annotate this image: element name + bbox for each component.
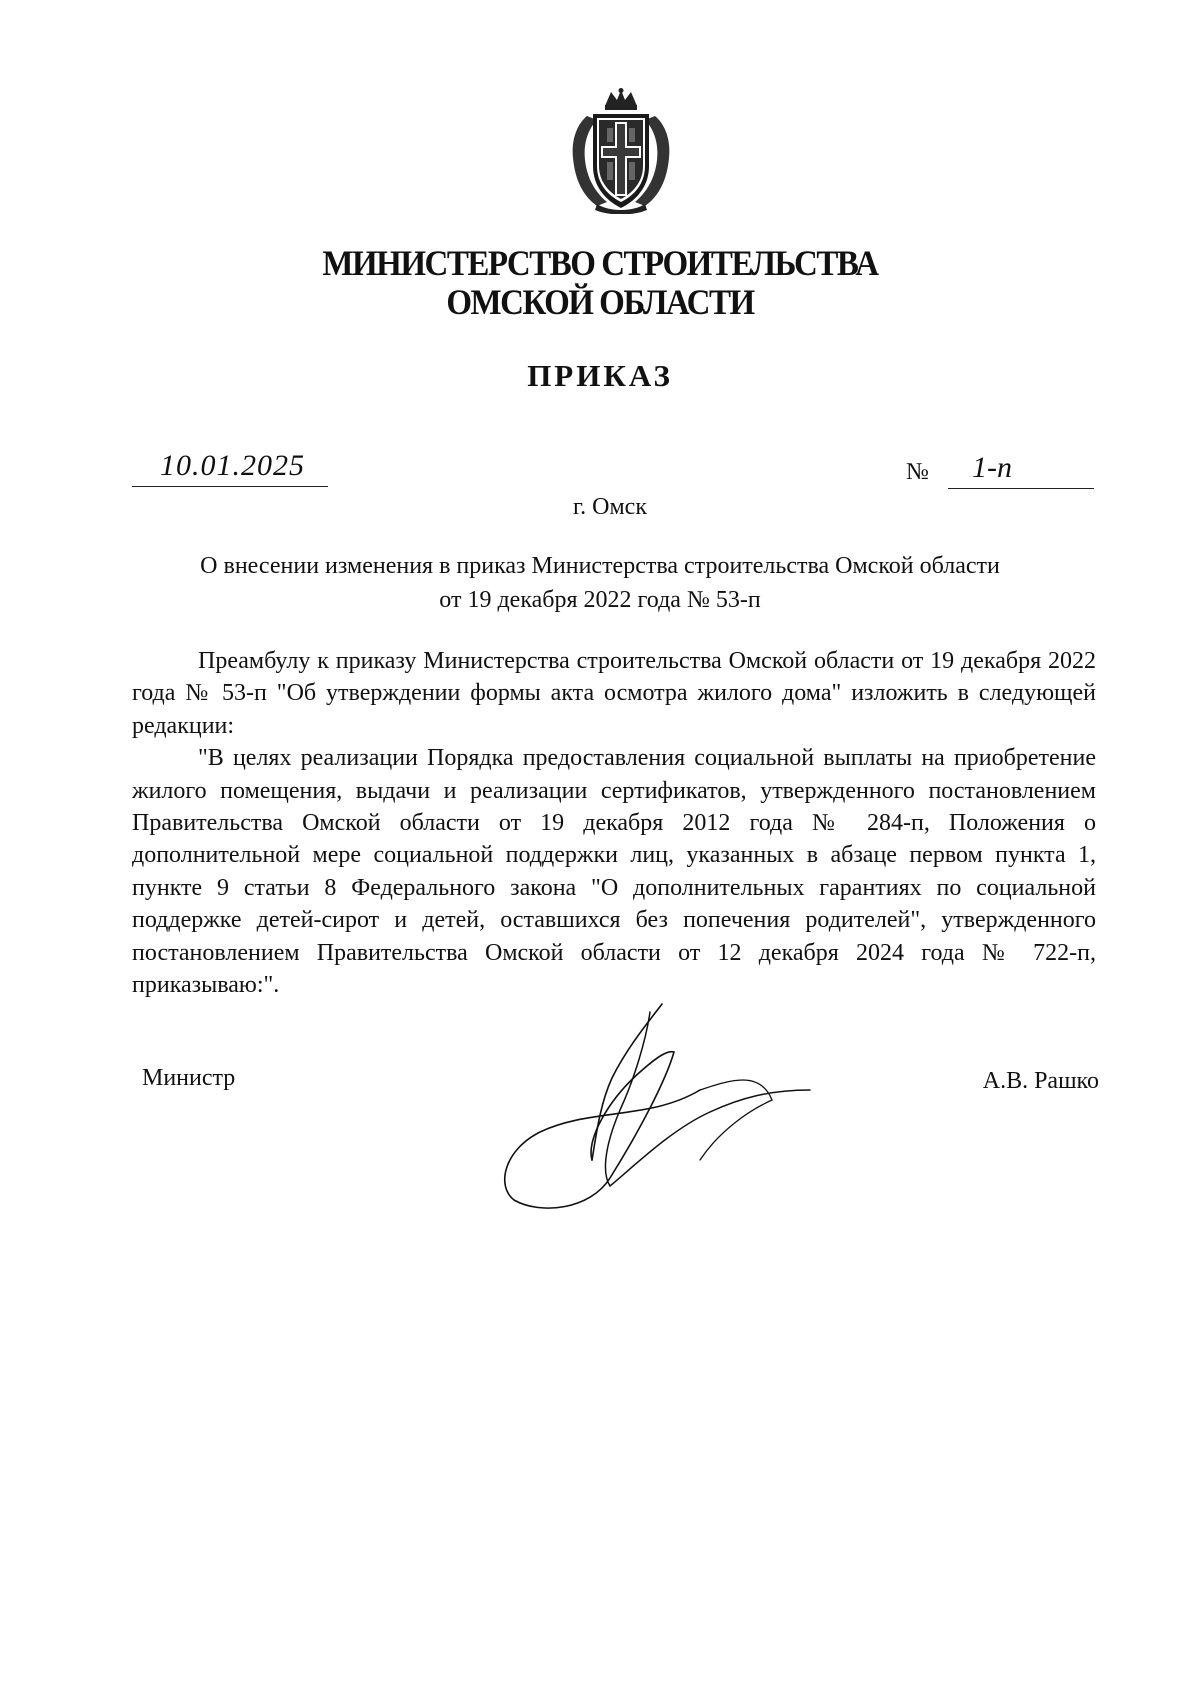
document-type-title: ПРИКАЗ — [527, 358, 673, 393]
handwritten-number: 1-п — [972, 451, 1012, 484]
city-label: г. Омск — [573, 494, 647, 520]
subject-line-2: от 19 декабря 2022 года № 53-п — [439, 587, 761, 613]
signer-name: А.В. Рашко — [982, 1068, 1099, 1094]
body-paragraph-1: Преамбулу к приказу Министерства строительства Омской области от 19 декабря 2022 года № 53-п "Об утверждении формы акта осмотра жилого дома" изложить в следующей редакции: — [132, 648, 1096, 739]
body-paragraph-2: "В целях реализации Порядка предоставления социальной выплаты на приобретение жилого помещения, выдачи и реализации сертификатов, утвержденного постановлением Правительства Омской области от 19 декабря 2012 года № 284-п, Положения о дополнительной мере социальной поддержки лиц, указанных в абзаце первом пункта 1, пункте 9 статьи 8 Федерального закона "О дополнительных гарантиях по социальной поддержке детей-сирот и детей, оставшихся без попечения родителей", утвержденного постановлением Правительства Омской области от 12 декабря 2024 года № 722-п, приказываю:". — [132, 745, 1096, 999]
date-underline — [132, 486, 328, 487]
document-body — [132, 645, 1096, 1001]
coat-of-arms-icon — [567, 88, 675, 214]
ministry-name-line-2: ОМСКОЙ ОБЛАСТИ — [446, 283, 754, 323]
number-field — [906, 451, 1096, 499]
handwritten-signature-icon — [500, 1000, 840, 1215]
ministry-name-line-1: МИНИСТЕРСТВО СТРОИТЕЛЬСТВА — [322, 244, 878, 284]
signer-position: Министр — [142, 1065, 236, 1091]
handwritten-date: 10.01.2025 — [160, 449, 305, 482]
date-field — [132, 449, 328, 491]
number-underline — [948, 488, 1094, 489]
number-sign: № — [906, 459, 929, 485]
subject-line-1: О внесении изменения в приказ Министерства строительства Омской области — [200, 553, 1000, 579]
